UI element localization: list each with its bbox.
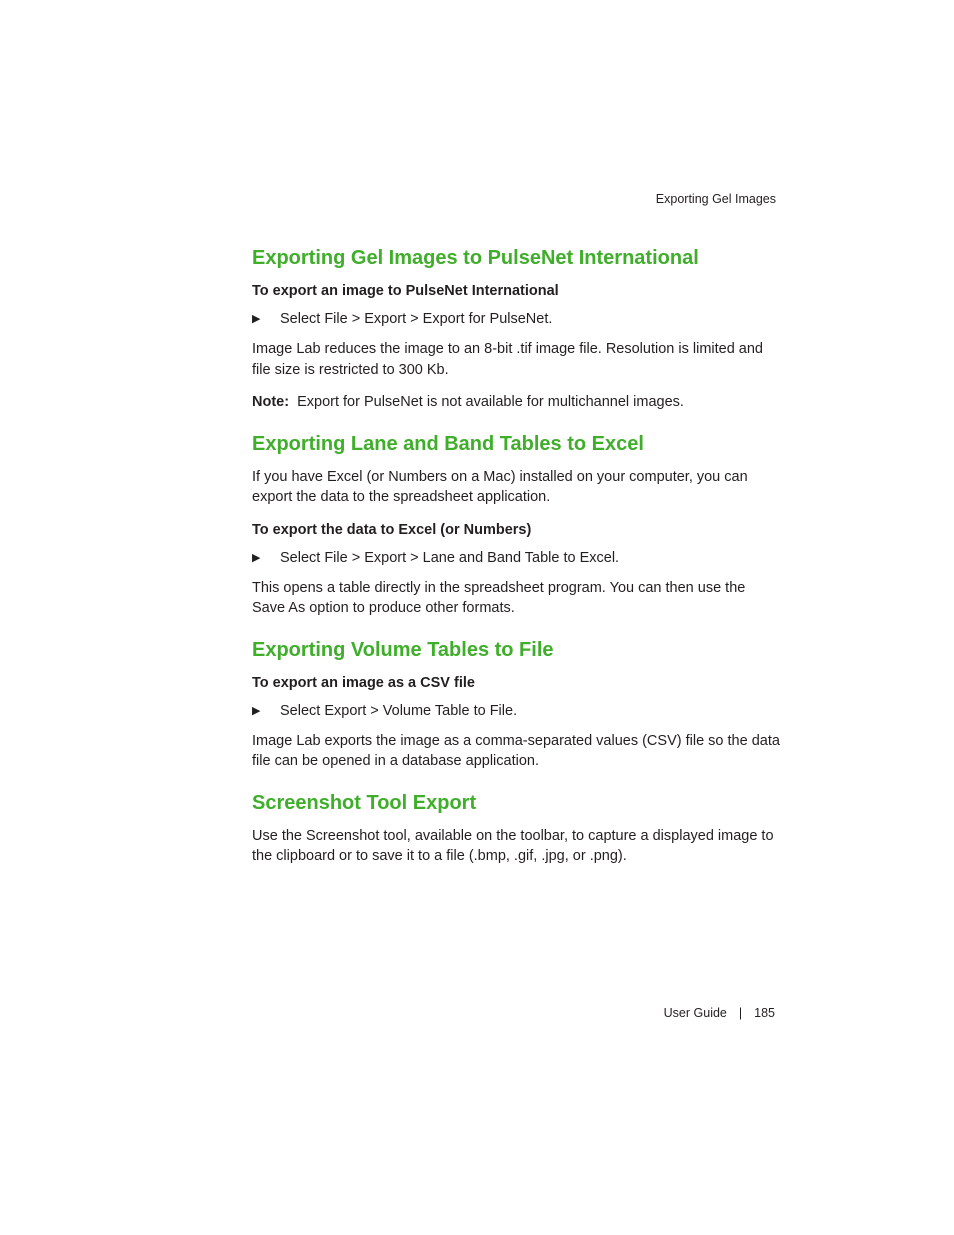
body-paragraph: Use the Screenshot tool, available on the toolbar, to capture a displayed image to the clipboard or to save it to a file (.bmp, .gif, .jpg, or .png). (252, 827, 774, 864)
section-volume-tables (252, 637, 782, 772)
footer-separator: | (738, 1006, 743, 1020)
step-text: Select File > Export > Lane and Band Table to Excel. (280, 549, 620, 566)
body-paragraph: Image Lab exports the image as a comma-separated values (CSV) file so the data file can be opened in a database application. (252, 732, 780, 769)
body-paragraph: Image Lab reduces the image to an 8-bit .tif image file. Resolution is limited and file size is restricted to 300 Kb. (252, 341, 763, 378)
procedure-heading: To export the data to Excel (or Numbers) (252, 521, 532, 538)
page-content (252, 245, 782, 879)
note-label: Note: (252, 394, 290, 410)
procedure-step (252, 309, 782, 329)
procedure-heading: To export an image to PulseNet International (252, 283, 559, 299)
body-paragraph: If you have Excel (or Numbers on a Mac) installed on your computer, you can export the data to the spreadsheet application. (252, 468, 748, 505)
note (252, 392, 782, 413)
section-pulsenet (252, 245, 782, 413)
page-footer (664, 1006, 775, 1020)
bullet-arrow-icon: ▶ (252, 551, 261, 564)
section-heading: Exporting Lane and Band Tables to Excel (252, 432, 644, 455)
section-screenshot-tool (252, 790, 782, 867)
note-text: Export for PulseNet is not available for multichannel images. (297, 394, 684, 410)
bullet-arrow-icon: ▶ (252, 704, 261, 717)
procedure-step (252, 701, 782, 721)
step-text: Select Export > Volume Table to File. (280, 702, 518, 719)
procedure-heading: To export an image as a CSV file (252, 674, 475, 691)
section-lane-band-excel (252, 431, 782, 619)
section-heading: Screenshot Tool Export (252, 791, 477, 814)
section-heading: Exporting Gel Images to PulseNet International (252, 247, 699, 269)
bullet-arrow-icon: ▶ (252, 313, 261, 325)
footer-label: User Guide (663, 1006, 727, 1020)
step-text: Select File > Export > Export for PulseNet. (280, 311, 553, 327)
body-paragraph: This opens a table directly in the spreadsheet program. You can then use the Save As option to produce other formats. (252, 579, 746, 616)
section-heading: Exporting Volume Tables to File (252, 638, 554, 661)
procedure-step (252, 548, 782, 568)
page-number: 185 (754, 1006, 775, 1020)
running-head: Exporting Gel Images (655, 192, 776, 206)
